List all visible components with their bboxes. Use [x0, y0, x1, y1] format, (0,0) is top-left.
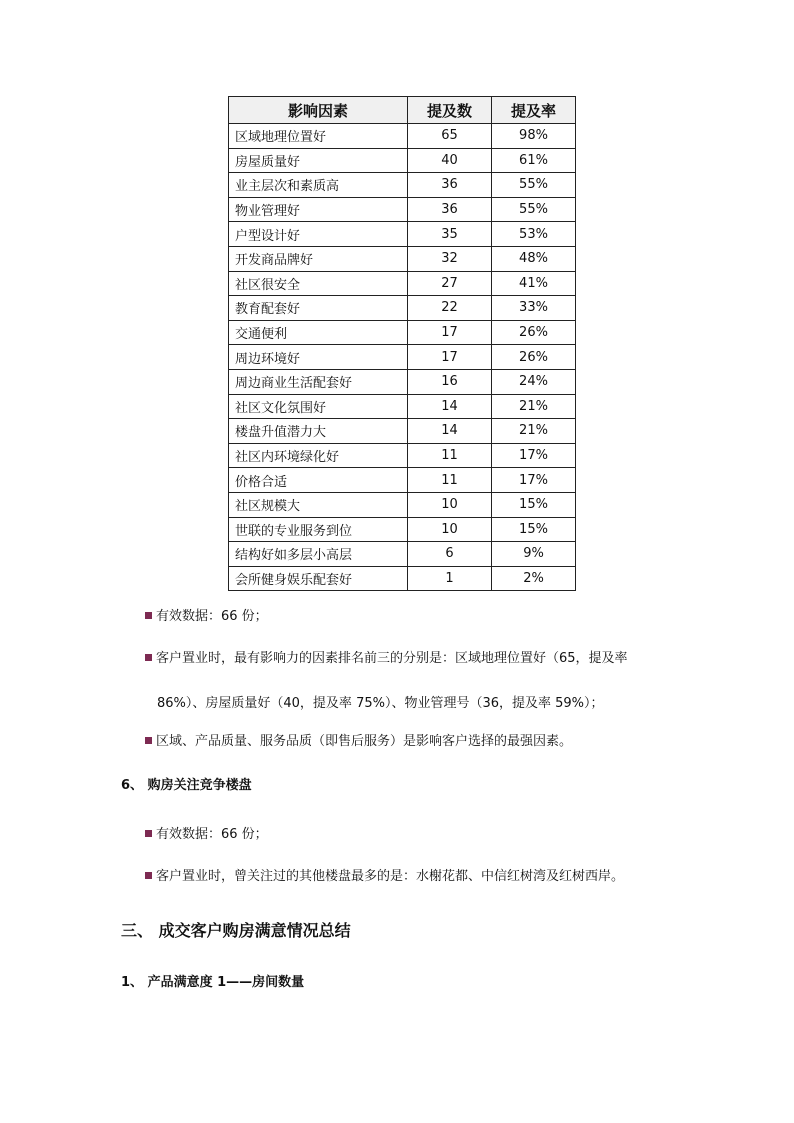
table-row [229, 246, 576, 271]
cell-rate: 41% [492, 271, 576, 296]
table-row [229, 566, 576, 591]
cell-factor: 区域地理位置好 [229, 124, 408, 149]
bullet-valid-data-2: 有效数据：66 份； [145, 826, 268, 844]
table-row [229, 148, 576, 173]
bullet-competing-projects: 客户置业时，曾关注过的其他楼盘最多的是：水榭花都、中信红树湾及红树西岸。 [145, 868, 624, 886]
cell-factor: 楼盘升值潜力大 [229, 419, 408, 444]
table-row [229, 345, 576, 370]
cell-count: 1 [408, 566, 492, 591]
bullet-top-factors-continued: 86%）、房屋质量好（40，提及率 75%）、物业管理号（36，提及率 59%）； [157, 696, 604, 711]
table-row [229, 173, 576, 198]
cell-factor: 社区文化氛围好 [229, 394, 408, 419]
cell-count: 16 [408, 369, 492, 394]
table-row [229, 320, 576, 345]
cell-rate: 2% [492, 566, 576, 591]
cell-rate: 15% [492, 517, 576, 542]
cell-count: 6 [408, 542, 492, 567]
cell-count: 35 [408, 222, 492, 247]
cell-count: 40 [408, 148, 492, 173]
cell-factor: 业主层次和素质高 [229, 173, 408, 198]
table-row [229, 369, 576, 394]
cell-count: 17 [408, 320, 492, 345]
cell-factor: 社区很安全 [229, 271, 408, 296]
cell-rate: 26% [492, 345, 576, 370]
table-row [229, 124, 576, 149]
cell-factor: 周边商业生活配套好 [229, 369, 408, 394]
cell-count: 27 [408, 271, 492, 296]
cell-count: 32 [408, 246, 492, 271]
table-row [229, 419, 576, 444]
table-row [229, 222, 576, 247]
header-count: 提及数 [408, 97, 492, 124]
section3-heading: 三、 成交客户购房满意情况总结 [121, 921, 351, 940]
cell-count: 65 [408, 124, 492, 149]
cell-rate: 17% [492, 468, 576, 493]
section6-heading: 6、 购房关注竞争楼盘 [121, 778, 252, 793]
cell-rate: 55% [492, 173, 576, 198]
cell-rate: 33% [492, 296, 576, 321]
section3-subheading-1: 1、 产品满意度 1——房间数量 [121, 975, 305, 990]
cell-factor: 社区规模大 [229, 492, 408, 517]
cell-count: 36 [408, 173, 492, 198]
cell-rate: 98% [492, 124, 576, 149]
cell-rate: 21% [492, 419, 576, 444]
cell-factor: 价格合适 [229, 468, 408, 493]
cell-count: 11 [408, 468, 492, 493]
table-row [229, 271, 576, 296]
bullet-valid-data-1: 有效数据：66 份； [145, 608, 268, 626]
cell-count: 36 [408, 197, 492, 222]
cell-count: 10 [408, 492, 492, 517]
table-row [229, 394, 576, 419]
cell-factor: 房屋质量好 [229, 148, 408, 173]
cell-factor: 世联的专业服务到位 [229, 517, 408, 542]
cell-count: 17 [408, 345, 492, 370]
cell-rate: 21% [492, 394, 576, 419]
cell-rate: 26% [492, 320, 576, 345]
table-header-row [229, 97, 576, 124]
table-row [229, 443, 576, 468]
square-bullet-icon [145, 737, 152, 744]
table-row [229, 197, 576, 222]
square-bullet-icon [145, 654, 152, 661]
cell-rate: 24% [492, 369, 576, 394]
bullet-top-factors: 客户置业时，最有影响力的因素排名前三的分别是：区域地理位置好（65，提及率 [145, 650, 628, 668]
table-row [229, 492, 576, 517]
cell-rate: 55% [492, 197, 576, 222]
table-row [229, 468, 576, 493]
influence-factors-table [228, 96, 576, 591]
table-row [229, 296, 576, 321]
cell-rate: 17% [492, 443, 576, 468]
cell-rate: 48% [492, 246, 576, 271]
cell-count: 10 [408, 517, 492, 542]
cell-count: 11 [408, 443, 492, 468]
table-row [229, 542, 576, 567]
square-bullet-icon [145, 612, 152, 619]
cell-factor: 教育配套好 [229, 296, 408, 321]
square-bullet-icon [145, 872, 152, 879]
square-bullet-icon [145, 830, 152, 837]
table-row [229, 517, 576, 542]
cell-factor: 社区内环境绿化好 [229, 443, 408, 468]
cell-rate: 61% [492, 148, 576, 173]
cell-rate: 53% [492, 222, 576, 247]
cell-factor: 物业管理好 [229, 197, 408, 222]
cell-count: 14 [408, 419, 492, 444]
cell-count: 22 [408, 296, 492, 321]
cell-count: 14 [408, 394, 492, 419]
cell-rate: 15% [492, 492, 576, 517]
bullet-strongest-factors: 区域、产品质量、服务品质（即售后服务）是影响客户选择的最强因素。 [145, 733, 572, 751]
header-factor: 影响因素 [229, 97, 408, 124]
cell-factor: 开发商品牌好 [229, 246, 408, 271]
cell-factor: 户型设计好 [229, 222, 408, 247]
cell-rate: 9% [492, 542, 576, 567]
header-rate: 提及率 [492, 97, 576, 124]
cell-factor: 结构好如多层小高层 [229, 542, 408, 567]
cell-factor: 交通便利 [229, 320, 408, 345]
cell-factor: 周边环境好 [229, 345, 408, 370]
cell-factor: 会所健身娱乐配套好 [229, 566, 408, 591]
